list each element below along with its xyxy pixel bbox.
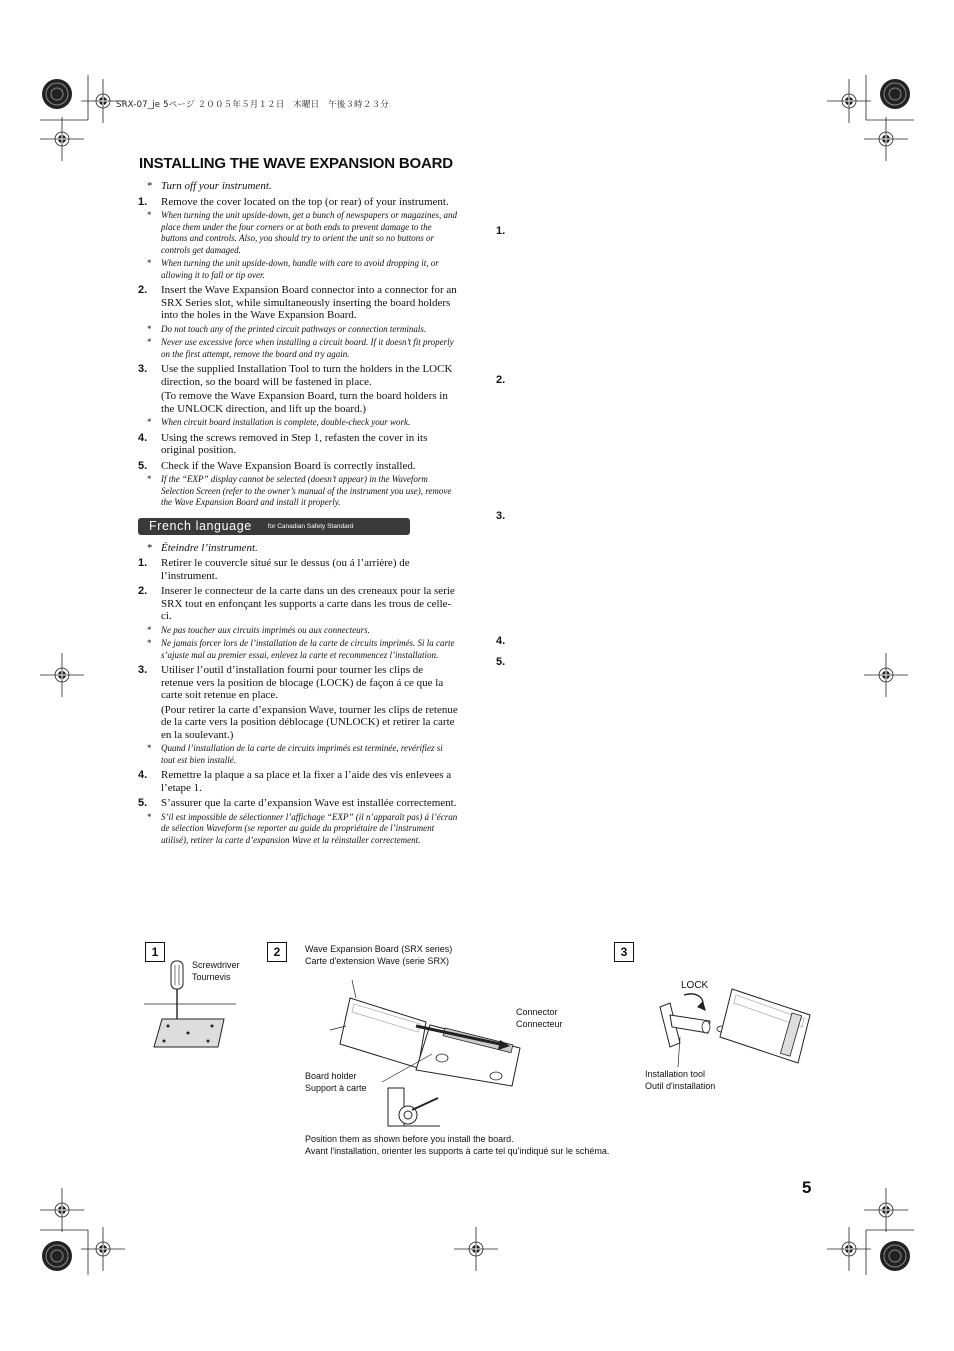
lock-label: LOCK xyxy=(681,980,709,991)
french-lead-text: Éteindre l’instrument. xyxy=(161,541,258,554)
connector-caption-en: Connector xyxy=(516,1007,558,1017)
figure-2-label: 2 xyxy=(267,942,287,962)
note-text: S’il est impossible de sélectionner l’affichage “EXP” (il n’apparaît pas) á l’écran de sélection Waveform (se reporter au guide du propriétaire de l’instrument utilisé), retirer la carte d’expansion Wave et la réinstaller correctement. xyxy=(161,811,458,845)
step-text: Use the supplied Installation Tool to turn the holders in the LOCK direction, so the board will be fastened in place. xyxy=(161,363,453,388)
instructions-column xyxy=(138,180,458,846)
step-text: Remettre la plaque a sa place et la fixer a l’aide des vis enlevees a l’etape 1. xyxy=(161,769,452,794)
step-number: 5. xyxy=(138,459,148,472)
right-step-5: 5. xyxy=(496,656,506,668)
note-text: Ne pas toucher aux circuits imprimés ou aux connecteurs. xyxy=(161,624,370,635)
position-note-en: Position them as shown before you install the board. xyxy=(305,1134,514,1144)
english-lead xyxy=(138,180,458,193)
step-text: Remove the cover located on the top (or rear) of your instrument. xyxy=(161,195,449,208)
step-text: Retirer le couvercle situé sur le dessus (ou á l’arrière) de l’instrument. xyxy=(161,557,410,582)
step-2 xyxy=(138,585,458,623)
screwdriver-caption-en: Screwdriver xyxy=(192,960,240,970)
step-text: Using the screws removed in Step 1, refasten the cover in its original position. xyxy=(161,431,428,456)
step-note xyxy=(138,417,458,429)
step-number: 5. xyxy=(138,797,148,809)
step-text: Insert the Wave Expansion Board connector into a connector for an SRX Series slot, while simultaneously inserting the board holders into the holes in the Wave Expansion Board. xyxy=(161,284,457,321)
section-title: INSTALLING THE WAVE EXPANSION BOARD xyxy=(139,155,453,172)
right-step-2: 2. xyxy=(496,374,506,386)
board-insertion-illustration xyxy=(320,970,530,1130)
step-number: 1. xyxy=(138,195,148,208)
step-text: S’assurer que la carte d’expansion Wave est installée correctement. xyxy=(161,797,457,809)
right-step-3: 3. xyxy=(496,510,506,522)
note-asterisk: * xyxy=(147,811,152,822)
connector-caption-fr: Connecteur xyxy=(516,1019,563,1029)
note-text: Do not touch any of the printed circuit pathways or connection terminals. xyxy=(161,323,427,334)
step-3 xyxy=(138,363,458,388)
figure-1-label: 1 xyxy=(145,942,165,962)
french-badge-sublabel: for Canadian Safety Standard xyxy=(267,522,354,530)
position-note-fr: Avant l'installation, orienter les supports à carte tel qu'indiqué sur le schéma. xyxy=(305,1146,610,1156)
french-lead xyxy=(138,542,458,555)
board-holder-caption-fr: Support à carte xyxy=(305,1083,367,1093)
note-asterisk: * xyxy=(147,541,153,554)
board-title-en: Wave Expansion Board (SRX series) xyxy=(305,944,453,954)
step-text: Inserer le connecteur de la carte dans un des creneaux pour la serie SRX tout en enfonçant les supports a carte dans les trous de celle-ci. xyxy=(161,585,455,622)
right-step-4: 4. xyxy=(496,635,506,647)
step-note xyxy=(138,638,458,661)
step-number: 2. xyxy=(138,585,148,597)
french-steps xyxy=(138,557,458,846)
screwdriver-caption-fr: Tournevis xyxy=(192,972,231,982)
note-text: Quand l’installation de la carte de circuits imprimés est terminée, revérifiez si tout est bien installé. xyxy=(161,743,443,765)
note-text: Never use excessive force when installing a circuit board. If it doesn’t fit properly on the first attempt, remove the board and try again. xyxy=(161,337,454,359)
step-note xyxy=(138,625,458,637)
position-note xyxy=(305,1133,609,1157)
french-badge-label: French language xyxy=(149,519,252,533)
note-asterisk: * xyxy=(147,337,152,347)
right-step-1: 1. xyxy=(496,225,506,237)
screwdriver-illustration xyxy=(140,955,240,1055)
installation-tool-caption-fr: Outil d'installation xyxy=(645,1081,716,1091)
step-1 xyxy=(138,557,458,582)
step-number: 4. xyxy=(138,431,148,444)
step-number: 1. xyxy=(138,557,148,569)
step-note xyxy=(138,812,458,847)
note-asterisk: * xyxy=(147,180,153,192)
board-holder-caption-en: Board holder xyxy=(305,1071,357,1081)
note-text: When circuit board installation is complete, double-check your work. xyxy=(161,417,411,427)
note-text: Ne jamais forcer lors de l’installation de la carte de circuits imprimés. Si la carte s’ajuste mal au premier essai, enlevez la carte et recommencez l’installation. xyxy=(161,638,455,660)
step-note xyxy=(138,743,458,766)
step-number: 4. xyxy=(138,769,148,781)
step-text: Check if the Wave Expansion Board is correctly installed. xyxy=(161,459,416,472)
step-1 xyxy=(138,196,458,209)
french-language-badge xyxy=(138,518,410,535)
step-note xyxy=(138,258,458,281)
step-number: 3. xyxy=(138,664,148,676)
note-text: When turning the unit upside-down, handle with care to avoid dropping it, or allowing it to fall or tip over. xyxy=(161,258,439,280)
page-number: 5 xyxy=(802,1178,812,1197)
step-note xyxy=(138,337,458,360)
step-4 xyxy=(138,432,458,457)
note-asterisk: * xyxy=(147,417,152,427)
installation-tool-caption xyxy=(645,1068,715,1092)
note-asterisk: * xyxy=(147,258,152,268)
step-sub-paragraph: (To remove the Wave Expansion Board, turn the board holders in the UNLOCK direction, and lift up the board.) xyxy=(161,390,448,415)
step-2 xyxy=(138,284,458,322)
step-note xyxy=(138,324,458,336)
installation-tool-caption-en: Installation tool xyxy=(645,1069,706,1079)
step-note xyxy=(138,474,458,509)
note-text: When turning the unit upside-down, get a bunch of newspapers or magazines, and place them under the four corners or at both ends to prevent damage to the buttons and controls. Also, you should try to orient the unit so no buttons or controls get damaged. xyxy=(161,210,457,255)
step-3 xyxy=(138,664,458,702)
file-info-header: SRX-07_je 5ページ ２００５年５月１２日 木曜日 午後３時２３分 xyxy=(116,100,389,110)
step-number: 3. xyxy=(138,363,148,375)
step-sub-paragraph: (Pour retirer la carte d’expansion Wave, tourner les clips de retenue de la carte vers la position déblocage (UNLOCK) et retirer la carte en la soulevant.) xyxy=(161,703,458,741)
board-title-fr: Carte d'extension Wave (serie SRX) xyxy=(305,956,449,966)
step-text: Utiliser l’outil d’installation fourni pour tourner les clips de retenue vers la position de blocage (LOCK) de façon á ce que la carte soit retenue en place. xyxy=(161,664,444,701)
note-asterisk: * xyxy=(147,743,152,753)
note-asterisk: * xyxy=(147,638,152,648)
step-number: 2. xyxy=(138,284,148,296)
step-4 xyxy=(138,769,458,794)
note-asterisk: * xyxy=(147,323,152,334)
note-text: If the “EXP” display cannot be selected (doesn’t appear) in the Waveform Selection Screen (refer to the owner’s manual of the instrument you use), remove the Wave Expansion Board and install it properly. xyxy=(161,474,452,507)
step-5 xyxy=(138,460,458,473)
english-steps xyxy=(138,196,458,509)
english-lead-text: Turn off your instrument. xyxy=(161,180,272,192)
step-note xyxy=(138,210,458,256)
note-asterisk: * xyxy=(147,210,152,220)
note-asterisk: * xyxy=(147,474,152,484)
note-asterisk: * xyxy=(147,624,152,635)
figure-3-label: 3 xyxy=(614,942,634,962)
board-title-caption xyxy=(305,943,452,967)
step-5 xyxy=(138,797,458,810)
installation-tool-illustration xyxy=(650,985,815,1070)
